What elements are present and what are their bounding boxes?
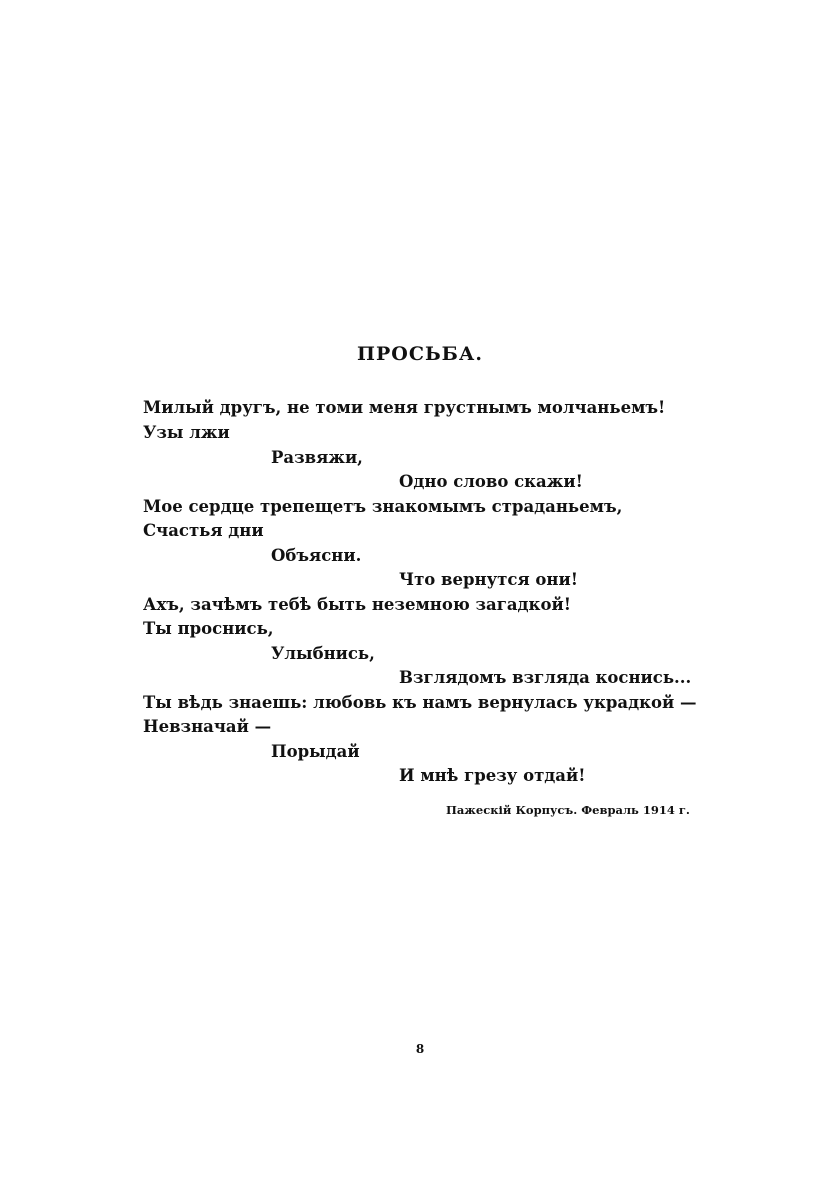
poem-line-4: Одно слово скажи! [399,472,583,491]
poem-line-1: Милый другъ, не томи меня грустнымъ молчаньемъ! [143,398,666,417]
poem-line-16: И мнѣ грезу отдай! [399,766,586,785]
signature-dateline: Пажескій Корпусъ. Февраль 1914 г. [446,803,690,817]
poem-line-13: Ты вѣдь знаешь: любовь къ намъ вернулась украдкой — [143,693,697,712]
page-number: 8 [415,1042,425,1056]
poem-line-5: Мое сердце трепещетъ знакомымъ страданьемъ, [143,497,623,516]
poem-line-7: Объясни. [271,546,362,565]
poem-line-15: Порыдай [271,742,360,761]
poem-line-9: Ахъ, зачѣмъ тебѣ быть неземною загадкой! [143,595,571,614]
poem-line-11: Улыбнись, [271,644,375,663]
poem-line-12: Взглядомъ взгляда коснись... [399,668,692,687]
poem-line-3: Развяжи, [271,448,363,467]
poem-line-2: Узы лжи [143,423,230,442]
poem-title: ПРОСЬБА. [357,343,483,365]
poem-line-8: Что вернутся они! [399,570,578,589]
poem-line-10: Ты проснись, [143,619,274,638]
poem-line-6: Счастья дни [143,521,264,540]
poem-line-14: Невзначай — [143,717,272,736]
